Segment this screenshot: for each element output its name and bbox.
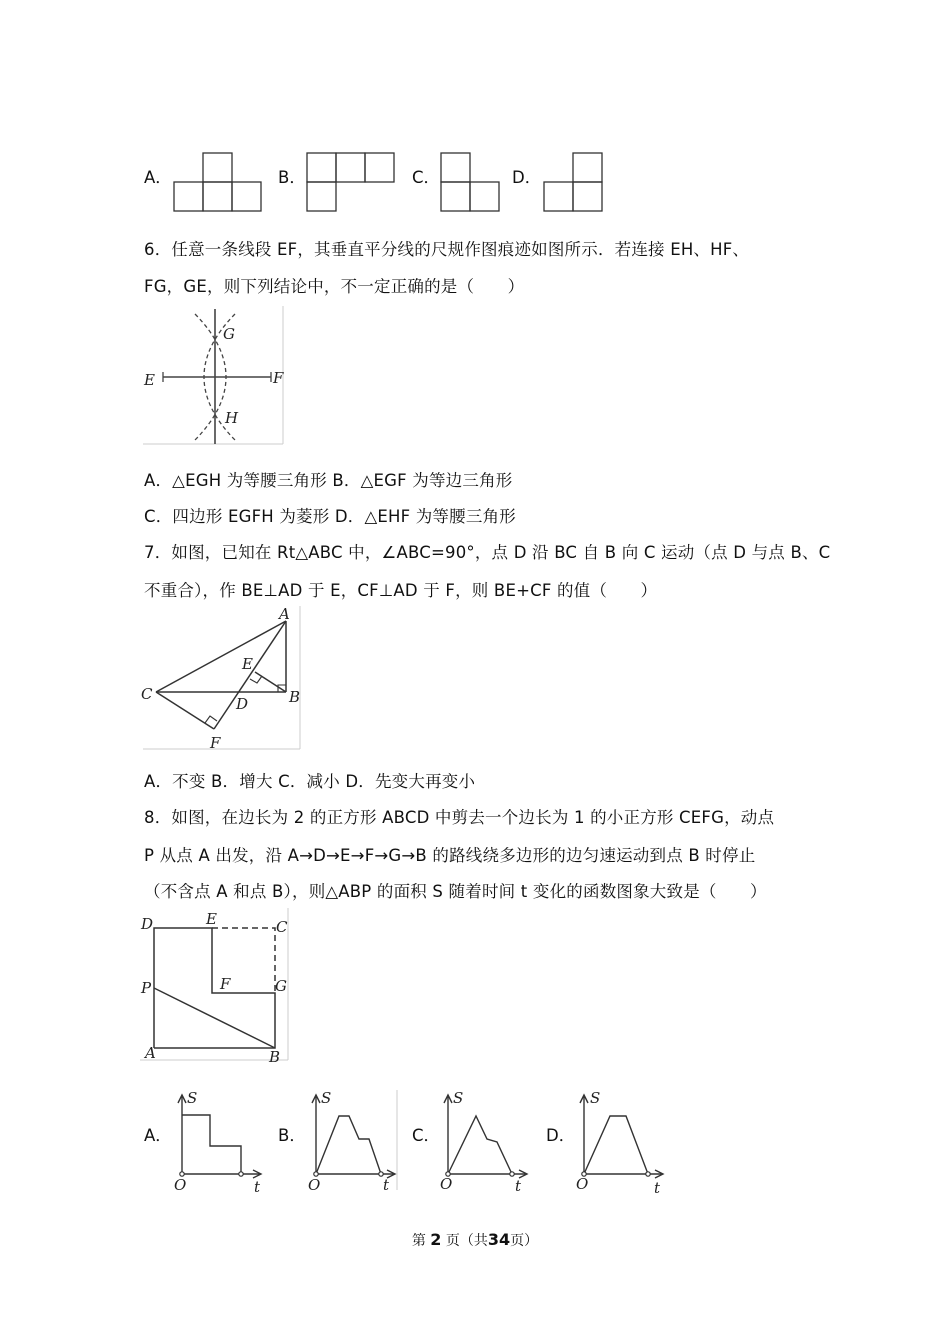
q8-option-b-label: B． <box>278 1126 306 1145</box>
q6-choices-line2: C．四边形 EGFH 为菱形 D．△EHF 为等腰三角形 <box>144 507 516 526</box>
q8-graph-a-o: O <box>174 1176 187 1194</box>
q7-label-a: A <box>279 605 290 623</box>
q8-graph-b-t: t <box>383 1176 390 1194</box>
q8-graph-b-o: O <box>308 1176 321 1194</box>
q8-graph-b-s: S <box>321 1089 332 1107</box>
q8-label-f: F <box>220 975 231 993</box>
q7-label-b: B <box>289 688 301 706</box>
footer-middle: 页（共 <box>445 1233 488 1249</box>
q8-graph-a <box>168 1090 268 1194</box>
footer-prefix: 第 <box>411 1233 426 1249</box>
q5-option-d-net <box>542 152 606 214</box>
q8-label-d: D <box>141 915 154 933</box>
q7-label-f: F <box>210 734 221 752</box>
q8-graph-b <box>300 1090 400 1194</box>
q7-text-line1: 7．如图，已知在 Rt△ABC 中，∠ABC=90°，点 D 沿 BC 自 B 向 C 运动（点 D 与点 B、C <box>144 543 831 562</box>
q7-label-d: D <box>236 695 249 713</box>
q8-label-c: C <box>276 918 288 936</box>
q8-option-c-label: C． <box>412 1126 441 1145</box>
q5-option-d-label: D． <box>512 168 542 187</box>
q7-label-c: C <box>141 685 153 703</box>
q6-text-line2: FG，GE，则下列结论中，不一定正确的是（ ） <box>144 277 525 296</box>
q5-option-c-net <box>439 152 503 214</box>
q8-graph-d <box>570 1089 670 1197</box>
footer-suffix: 页） <box>510 1233 539 1249</box>
q8-text-line2: P 从点 A 出发，沿 A→D→E→F→G→B 的路线绕多边形的边匀速运动到点 B 时停止 <box>144 846 756 865</box>
q6-choices-line1: A．△EGH 为等腰三角形 B．△EGF 为等边三角形 <box>144 471 513 490</box>
q5-option-c-label: C． <box>412 168 441 187</box>
q8-graph-a-s: S <box>187 1089 198 1107</box>
q8-option-d-label: D． <box>546 1126 576 1145</box>
q8-graph-c-s: S <box>453 1089 464 1107</box>
q8-graph-a-t: t <box>254 1178 261 1196</box>
q7-figure <box>140 606 305 754</box>
q8-text-line3: （不含点 A 和点 B），则△ABP 的面积 S 随着时间 t 变化的函数图象大致是（ ） <box>144 882 767 901</box>
q8-label-g: G <box>275 977 287 995</box>
q8-figure <box>140 908 300 1064</box>
q8-graph-d-t: t <box>654 1179 661 1197</box>
q6-label-g: G <box>223 325 235 343</box>
page-footer <box>0 1230 950 1250</box>
q6-label-h: H <box>225 409 239 427</box>
q8-label-b: B <box>269 1048 281 1066</box>
q7-choices: A．不变 B．增大 C．减小 D．先变大再变小 <box>144 772 476 791</box>
q8-label-e: E <box>206 910 217 928</box>
q8-option-a-label: A． <box>144 1126 172 1145</box>
q6-figure <box>143 306 287 446</box>
q5-option-b-net <box>305 152 397 214</box>
footer-page-number: 2 <box>430 1230 442 1249</box>
q6-label-f: F <box>273 369 284 387</box>
q7-label-e: E <box>242 655 253 673</box>
q7-text-line2: 不重合），作 BE⊥AD 于 E，CF⊥AD 于 F，则 BE+CF 的值（ ） <box>144 581 658 600</box>
footer-total-pages: 34 <box>487 1230 511 1249</box>
q8-label-a: A <box>145 1044 156 1062</box>
q8-graph-d-o: O <box>576 1175 589 1193</box>
q8-graph-c-t: t <box>515 1177 522 1195</box>
q8-label-p: P <box>141 979 152 997</box>
q6-label-e: E <box>144 371 155 389</box>
q8-graph-c-o: O <box>440 1175 453 1193</box>
q5-option-b-label: B． <box>278 168 306 187</box>
q8-text-line1: 8．如图，在边长为 2 的正方形 ABCD 中剪去一个边长为 1 的小正方形 CEFG，动点 <box>144 808 775 827</box>
q8-graph-c <box>436 1090 536 1194</box>
q6-text-line1: 6．任意一条线段 EF，其垂直平分线的尺规作图痕迹如图所示．若连接 EH、HF、 <box>144 240 750 259</box>
q8-graph-d-s: S <box>590 1089 601 1107</box>
q5-option-a-label: A． <box>144 168 172 187</box>
q5-option-a-net <box>172 152 262 214</box>
